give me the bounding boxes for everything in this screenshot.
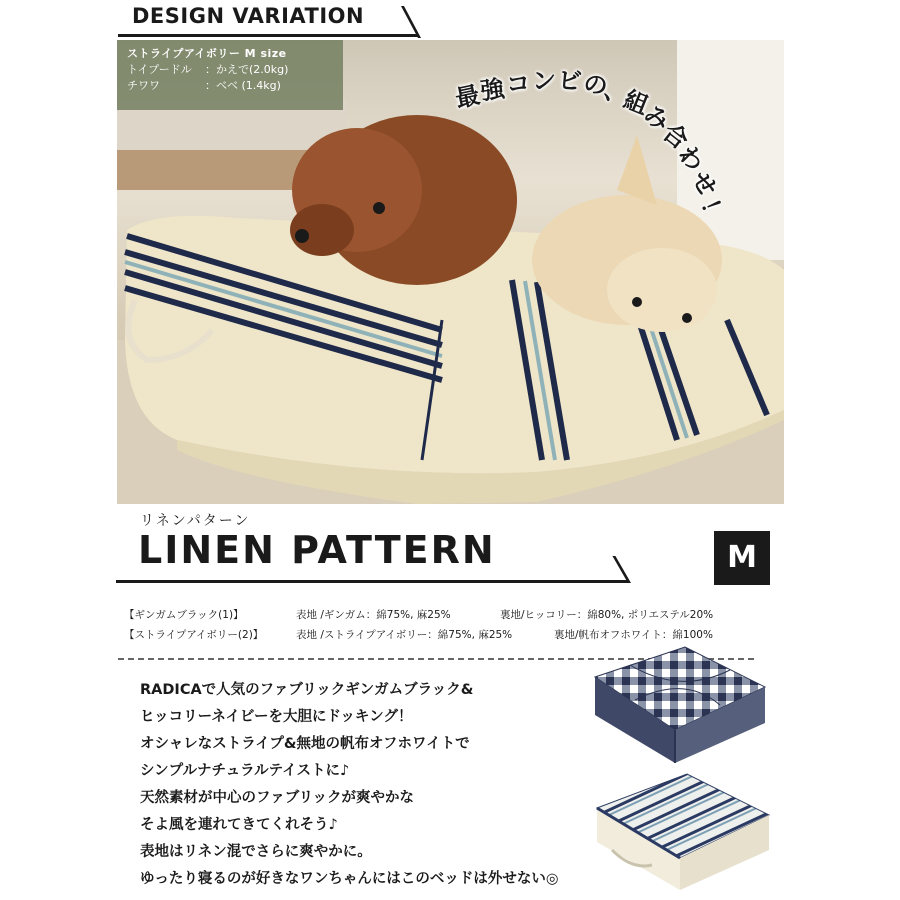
caption-breed: チワワ xyxy=(127,79,160,92)
tagline-char: せ xyxy=(685,166,723,202)
description xyxy=(140,677,610,893)
spec-back-fabric: 裏地/ヒッコリー：綿80%, ポリエステル20% xyxy=(500,609,714,621)
tagline-char: み xyxy=(639,99,675,136)
size-badge: M xyxy=(714,531,770,585)
section-title: LINEN PATTERN xyxy=(138,528,496,572)
tagline-char: 強 xyxy=(478,74,507,106)
section-title-underline xyxy=(116,580,628,583)
tagline-char: ビ xyxy=(556,66,583,96)
spec-name: 【ストライプアイボリー(2)】 xyxy=(124,629,264,641)
caption-row xyxy=(127,62,333,78)
tagline-char: の xyxy=(581,69,610,101)
tagline xyxy=(452,55,775,255)
spec-back-fabric: 裏地/帆布オフホワイト：綿100% xyxy=(554,629,713,641)
gingham-black-cushion-image xyxy=(590,645,770,770)
description-line: RADICAで人気のファブリックギンガムブラック& xyxy=(140,682,474,698)
tagline-char: コ xyxy=(505,69,532,99)
spec-front-fabric: 表地 /ギンガム：綿75%, 麻25% xyxy=(296,609,451,621)
spec-front-fabric: 表地 /ストライプアイボリー：綿75%, 麻25% xyxy=(296,629,513,641)
section-subtitle: リネンパターン xyxy=(140,513,251,529)
tagline-char: 、 xyxy=(600,76,632,110)
caption-product: ストライプアイボリー M size xyxy=(127,47,287,60)
caption-breed: トイプードル xyxy=(127,63,192,76)
stripe-ivory-cushion-image xyxy=(592,770,774,895)
description-line: ヒッコリーネイビーを大胆にドッキング！ xyxy=(140,709,413,725)
caption-row xyxy=(127,78,333,94)
tagline-char: 最 xyxy=(452,80,483,114)
section-title-slash xyxy=(612,556,631,583)
tagline-char: 合 xyxy=(657,118,694,155)
heading-underline xyxy=(118,34,418,37)
description-line: そよ風を連れてきてくれそう♪ xyxy=(140,817,338,833)
description-line: シンプルナチュラルテイストに♪ xyxy=(140,763,350,779)
description-line: オシャレなストライプ&無地の帆布オフホワイトで xyxy=(140,736,470,752)
tagline-char: ン xyxy=(532,67,556,95)
tagline-char: 組 xyxy=(619,85,653,121)
description-line: 天然素材が中心のファブリックが爽やかな xyxy=(140,790,415,806)
tagline-char: わ xyxy=(672,139,710,177)
description-line: 表地はリネン混でさらに爽やかに。 xyxy=(140,844,372,860)
photo-caption-box xyxy=(117,40,343,110)
caption-dog-info: ：かえで(2.0kg) xyxy=(205,63,289,76)
spec-name: 【ギンガムブラック(1)】 xyxy=(124,609,244,621)
description-line: ゆったり寝るのが好きなワンちゃんにはこのベッドは外せない◎ xyxy=(140,871,559,887)
caption-dog-info: ：ベベ (1.4kg) xyxy=(205,79,281,92)
design-variation-heading: DESIGN VARIATION xyxy=(132,4,365,28)
tagline-char: ！ xyxy=(695,195,731,228)
